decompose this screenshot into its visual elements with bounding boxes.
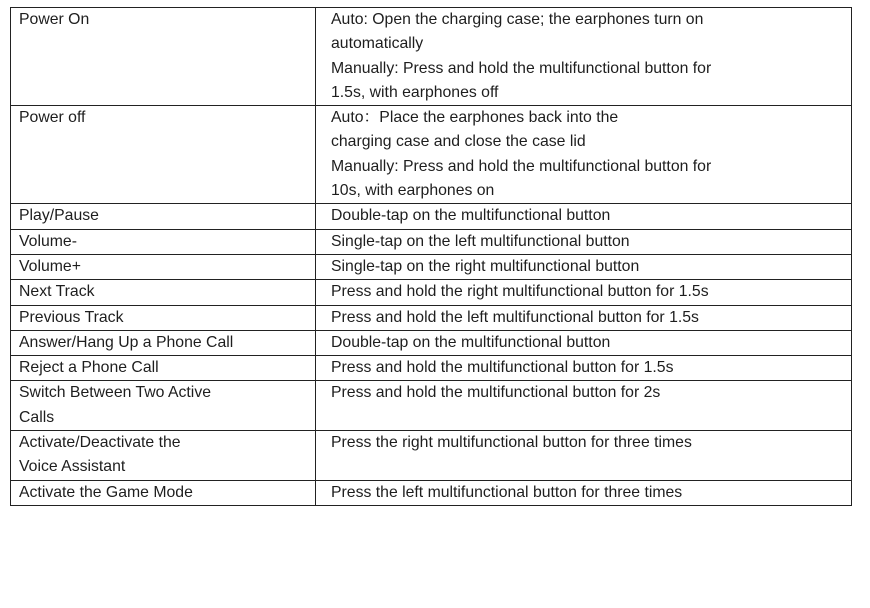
operation-text: Press the left multifunctional button for three times xyxy=(331,483,683,501)
function-cell xyxy=(11,381,316,431)
controls-table xyxy=(10,7,852,506)
operation-text: Auto: Open the charging case; the earphones turn on xyxy=(331,11,704,28)
function-cell xyxy=(11,330,316,355)
operation-cell xyxy=(316,330,852,355)
operation-text: 1.5s, with earphones off xyxy=(331,83,499,101)
operation-cell xyxy=(316,381,852,431)
function-text: Power On xyxy=(19,11,90,28)
function-cell xyxy=(11,431,316,481)
operation-text: Press the right multifunctional button for three times xyxy=(331,434,692,452)
function-cell xyxy=(11,106,316,204)
operation-text: Double-tap on the multifunctional button xyxy=(331,333,611,351)
operation-text: Press and hold the multifunctional button for 2s xyxy=(331,384,661,402)
table-row xyxy=(11,381,852,431)
operation-cell xyxy=(316,229,852,254)
function-cell xyxy=(11,305,316,330)
function-text: Activate/Deactivate the xyxy=(19,434,181,452)
table-row xyxy=(11,280,852,305)
operation-text: Double-tap on the multifunctional button xyxy=(331,207,611,225)
operation-text: 10s, with earphones on xyxy=(331,182,495,200)
table-row xyxy=(11,330,852,355)
function-text: Switch Between Two Active xyxy=(19,384,211,402)
operation-text: automatically xyxy=(331,35,424,53)
table-row xyxy=(11,480,852,505)
function-text: Play/Pause xyxy=(19,207,99,225)
table-row xyxy=(11,431,852,481)
function-text: Volume- xyxy=(19,232,77,250)
function-cell xyxy=(11,254,316,279)
operation-text: Manually: Press and hold the multifunctional button for xyxy=(331,59,712,77)
operation-cell xyxy=(316,480,852,505)
function-text: Calls xyxy=(19,408,55,426)
operation-cell xyxy=(316,356,852,381)
operation-cell xyxy=(316,106,852,204)
operation-text: charging case and close the case lid xyxy=(331,133,586,151)
function-text: Answer/Hang Up a Phone Call xyxy=(19,333,234,351)
controls-table-body xyxy=(11,8,852,506)
function-cell xyxy=(11,204,316,229)
function-cell xyxy=(11,356,316,381)
operation-cell xyxy=(316,431,852,481)
operation-cell xyxy=(316,280,852,305)
operation-text: Single-tap on the right multifunctional button xyxy=(331,257,640,275)
function-cell xyxy=(11,480,316,505)
function-text: Next Track xyxy=(19,283,95,301)
function-text: Reject a Phone Call xyxy=(19,359,159,377)
operation-text: Press and hold the right multifunctional button for 1.5s xyxy=(331,283,709,301)
function-cell xyxy=(11,8,316,106)
operation-text: Manually: Press and hold the multifunctional button for xyxy=(331,157,712,175)
table-row xyxy=(11,356,852,381)
table-row xyxy=(11,229,852,254)
table-row xyxy=(11,254,852,279)
table-row xyxy=(11,204,852,229)
function-cell xyxy=(11,229,316,254)
function-text: Previous Track xyxy=(19,308,124,326)
function-text: Activate the Game Mode xyxy=(19,483,193,501)
operation-cell xyxy=(316,305,852,330)
operation-text: Press and hold the left multifunctional button for 1.5s xyxy=(331,308,699,326)
operation-cell xyxy=(316,204,852,229)
operation-text: Press and hold the multifunctional button for 1.5s xyxy=(331,359,674,377)
table-row xyxy=(11,305,852,330)
function-text: Volume+ xyxy=(19,257,81,275)
operation-cell xyxy=(316,254,852,279)
function-cell xyxy=(11,280,316,305)
operation-cell xyxy=(316,8,852,106)
operation-text: Single-tap on the left multifunctional button xyxy=(331,232,630,250)
table-row xyxy=(11,8,852,106)
table-row xyxy=(11,106,852,204)
function-text: Voice Assistant xyxy=(19,458,126,476)
operation-text: Auto：Place the earphones back into the xyxy=(331,109,619,127)
function-text: Power off xyxy=(19,109,86,127)
